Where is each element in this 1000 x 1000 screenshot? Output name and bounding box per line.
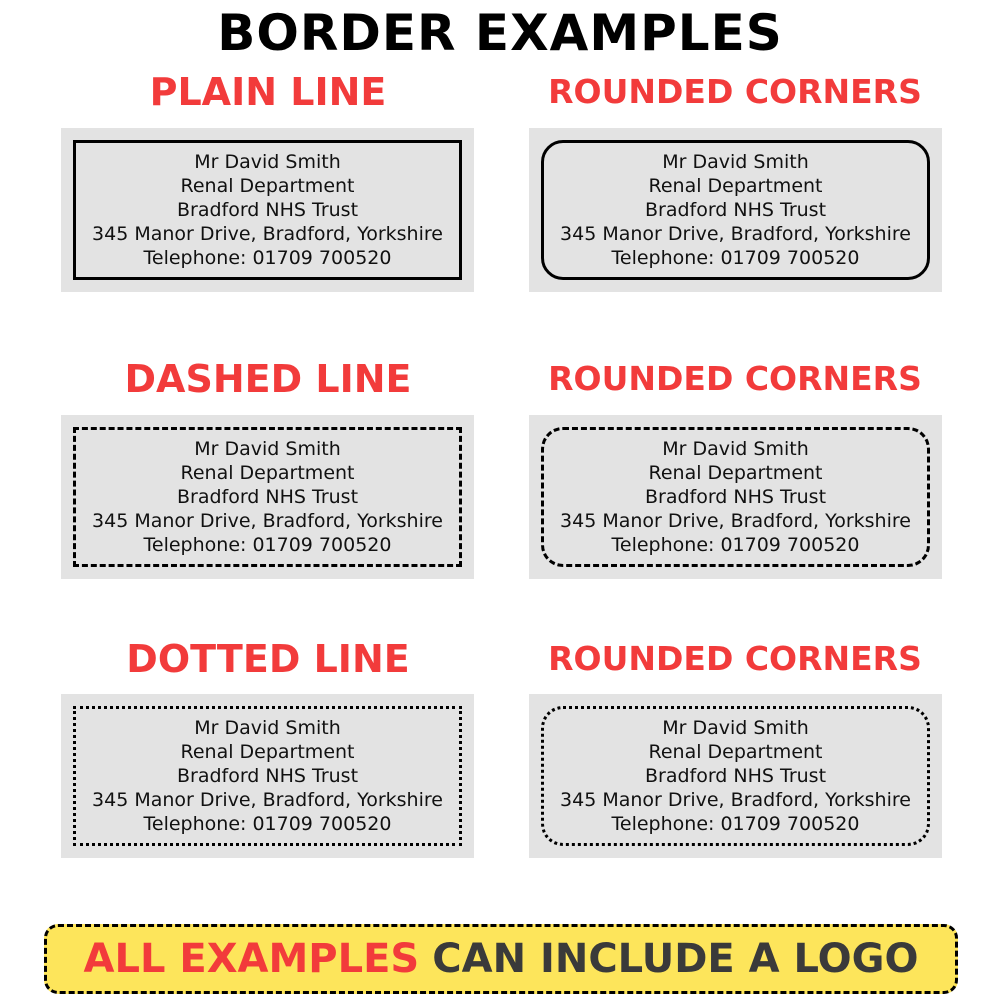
address-telephone: Telephone: 01709 700520 xyxy=(143,813,392,835)
logo-banner xyxy=(44,924,958,994)
address-department: Renal Department xyxy=(648,741,823,763)
address-telephone: Telephone: 01709 700520 xyxy=(143,247,392,269)
address-street: 345 Manor Drive, Bradford, Yorkshire xyxy=(560,510,911,532)
example-panel-rounded-solid xyxy=(529,128,942,292)
address-department: Renal Department xyxy=(648,175,823,197)
address-organisation: Bradford NHS Trust xyxy=(176,765,359,787)
heading-dashed-line: DASHED LINE xyxy=(124,357,412,401)
address-telephone: Telephone: 01709 700520 xyxy=(611,247,860,269)
heading-plain-line: PLAIN LINE xyxy=(149,70,387,114)
address-organisation: Bradford NHS Trust xyxy=(644,486,827,508)
example-panel-rounded-dotted xyxy=(529,694,942,858)
address-name: Mr David Smith xyxy=(194,151,341,173)
address-department: Renal Department xyxy=(180,741,355,763)
address-label-rounded-dashed xyxy=(541,427,930,567)
address-street: 345 Manor Drive, Bradford, Yorkshire xyxy=(92,510,443,532)
address-label-rounded-solid xyxy=(541,140,930,280)
address-telephone: Telephone: 01709 700520 xyxy=(143,534,392,556)
heading-dotted-line: DOTTED LINE xyxy=(126,637,410,681)
address-name: Mr David Smith xyxy=(662,717,809,739)
address-organisation: Bradford NHS Trust xyxy=(644,765,827,787)
address-organisation: Bradford NHS Trust xyxy=(176,486,359,508)
address-name: Mr David Smith xyxy=(194,717,341,739)
address-label-dashed xyxy=(73,427,462,567)
address-street: 345 Manor Drive, Bradford, Yorkshire xyxy=(92,223,443,245)
example-panel-plain-line xyxy=(61,128,474,292)
address-organisation: Bradford NHS Trust xyxy=(644,199,827,221)
address-department: Renal Department xyxy=(180,175,355,197)
address-department: Renal Department xyxy=(648,462,823,484)
page-title: BORDER EXAMPLES xyxy=(217,4,783,62)
address-department: Renal Department xyxy=(180,462,355,484)
heading-rounded-corners-dotted: ROUNDED CORNERS xyxy=(548,639,922,678)
address-telephone: Telephone: 01709 700520 xyxy=(611,813,860,835)
example-panel-rounded-dashed xyxy=(529,415,942,579)
heading-rounded-corners-solid: ROUNDED CORNERS xyxy=(548,72,922,111)
address-name: Mr David Smith xyxy=(662,151,809,173)
address-street: 345 Manor Drive, Bradford, Yorkshire xyxy=(560,223,911,245)
example-panel-dotted-line xyxy=(61,694,474,858)
heading-rounded-corners-dashed: ROUNDED CORNERS xyxy=(548,359,922,398)
banner-rest-text: CAN INCLUDE A LOGO xyxy=(432,936,919,982)
banner-highlight-text: ALL EXAMPLES xyxy=(83,936,420,982)
address-label-rounded-dotted xyxy=(541,706,930,846)
example-panel-dashed-line xyxy=(61,415,474,579)
address-street: 345 Manor Drive, Bradford, Yorkshire xyxy=(560,789,911,811)
address-organisation: Bradford NHS Trust xyxy=(176,199,359,221)
address-label-plain xyxy=(73,140,462,280)
address-name: Mr David Smith xyxy=(662,438,809,460)
address-name: Mr David Smith xyxy=(194,438,341,460)
address-street: 345 Manor Drive, Bradford, Yorkshire xyxy=(92,789,443,811)
address-telephone: Telephone: 01709 700520 xyxy=(611,534,860,556)
address-label-dotted xyxy=(73,706,462,846)
